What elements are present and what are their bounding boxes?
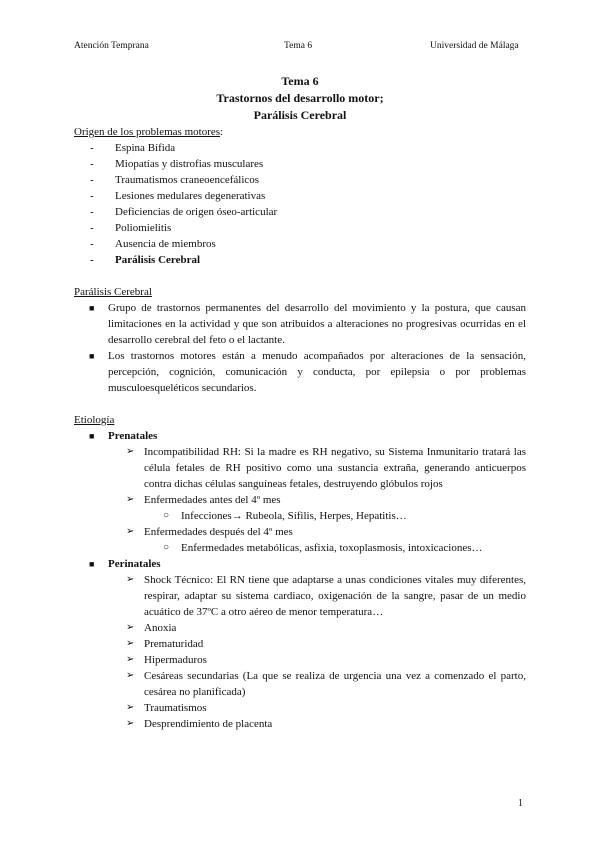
square-bullet-icon: ■ bbox=[89, 303, 95, 313]
arrow-bullet-icon: ➢ bbox=[126, 702, 135, 713]
title-line-1: Tema 6 bbox=[281, 74, 319, 88]
paralisis-heading: Parálisis Cerebral bbox=[74, 286, 152, 298]
title-line-3: Parálisis Cerebral bbox=[253, 108, 347, 122]
arrow-bullet-icon: ➢ bbox=[126, 526, 135, 537]
square-bullet-icon: ■ bbox=[89, 431, 95, 441]
header-right: Universidad de Málaga bbox=[430, 41, 519, 51]
list-item: ■ Grupo de trastornos permanentes del desarrollo del movimiento y la postura, que causan limitaciones en la actividad y que son atribuidos a alteraciones no progresivas ocurridas en el desarrollo cerebral del feto o el lactante. bbox=[89, 302, 526, 346]
header-center: Tema 6 bbox=[284, 41, 313, 51]
square-bullet-icon: ■ bbox=[89, 559, 95, 569]
list-item: ➢ Shock Técnico: El RN tiene que adaptarse a unas condiciones vitales muy diferentes, respirar, adaptar su sistema cardiaco, oxigenación de la sangre, pasar de un medio acuático de 37ºC a otro aéreo de menor temperatura… bbox=[126, 574, 526, 618]
perinatales-section bbox=[74, 556, 526, 572]
prenatales-list bbox=[74, 444, 526, 556]
arrow-bullet-icon: ➢ bbox=[126, 718, 135, 729]
arrow-bullet-icon: ➢ bbox=[126, 446, 135, 457]
etiologia-list-2 bbox=[74, 556, 526, 572]
arrow-bullet-icon: ➢ bbox=[126, 638, 135, 649]
list-item: ➢ Prematuridad bbox=[126, 638, 204, 650]
page-number: 1 bbox=[518, 798, 523, 809]
origen-list bbox=[74, 140, 526, 268]
perinatales-list bbox=[74, 572, 526, 732]
list-item: ➢ Hipermaduros bbox=[126, 654, 207, 666]
list-item: - Traumatismos craneoencefálicos bbox=[74, 172, 526, 188]
list-item: ➢ Anoxia bbox=[126, 622, 177, 634]
list-item: ➢ Enfermedades después del 4º mes ○ Enfermedades metabólicas, asfixia, toxoplasmosis, intoxicaciones… bbox=[74, 524, 526, 556]
arrow-bullet-icon: ➢ bbox=[126, 574, 135, 585]
header-left: Atención Temprana bbox=[74, 41, 149, 51]
list-item: - Miopatías y distrofias musculares bbox=[74, 156, 526, 172]
arrow-bullet-icon: ➢ bbox=[126, 494, 135, 505]
square-bullet-icon: ■ bbox=[89, 351, 95, 361]
list-item: ➢ Cesáreas secundarias (La que se realiza de urgencia una vez a comenzado el parto, cesárea no planificada) bbox=[126, 670, 526, 698]
title-block bbox=[0, 73, 600, 124]
arrow-bullet-icon: ➢ bbox=[126, 654, 135, 665]
paralisis-list bbox=[74, 300, 526, 396]
circle-bullet-icon: ○ bbox=[163, 542, 170, 553]
sub-list-item: ○ Infecciones→ Rubeola, Sífilis, Herpes, Hepatitis… bbox=[163, 510, 407, 522]
list-item: - Deficiencias de origen óseo-articular bbox=[74, 204, 526, 220]
list-item: ➢ Incompatibilidad RH: Si la madre es RH negativo, su Sistema Inmunitario tratará las célula fetales de RH positivo como una sustancia extraña, generando anticuerpos contra dichas células sanguíneas fetales, destruyendo glóbulos rojos bbox=[126, 446, 526, 490]
prenatales-label: Prenatales bbox=[108, 430, 158, 442]
origen-heading: Origen de los problemas motores: bbox=[74, 126, 224, 138]
circle-bullet-icon: ○ bbox=[163, 510, 170, 521]
document-body bbox=[74, 124, 526, 732]
list-item: - Poliomielitis bbox=[74, 220, 526, 236]
etiologia-list bbox=[74, 428, 526, 444]
perinatales-label: Perinatales bbox=[108, 558, 161, 570]
list-item: ➢ Traumatismos bbox=[126, 702, 207, 714]
sub-list-item: ○ Enfermedades metabólicas, asfixia, toxoplasmosis, intoxicaciones… bbox=[163, 542, 483, 554]
sub-list bbox=[144, 508, 526, 524]
title-line-2: Trastornos del desarrollo motor; bbox=[216, 91, 384, 105]
list-item: ➢ Enfermedades antes del 4º mes ○ Infecciones→ Rubeola, Sífilis, Herpes, Hepatitis… bbox=[74, 492, 526, 524]
prenatales-section bbox=[74, 428, 526, 444]
sub-list bbox=[144, 540, 526, 556]
list-item: - Espina Bífida bbox=[74, 140, 526, 156]
arrow-bullet-icon: ➢ bbox=[126, 670, 135, 681]
list-item: ➢ Desprendimiento de placenta bbox=[126, 718, 273, 730]
list-item: - Lesiones medulares degenerativas bbox=[74, 188, 526, 204]
list-item: - Ausencia de miembros bbox=[74, 236, 526, 252]
list-item: ■ Los trastornos motores están a menudo acompañados por alteraciones de la sensación, percepción, cognición, comunicación y conducta, por epilepsia o por problemas musculoesqueléticos secundarios. bbox=[89, 350, 526, 394]
etiologia-heading: Etiología bbox=[74, 414, 115, 426]
list-item: - Parálisis Cerebral bbox=[74, 252, 526, 268]
arrow-bullet-icon: ➢ bbox=[126, 622, 135, 633]
